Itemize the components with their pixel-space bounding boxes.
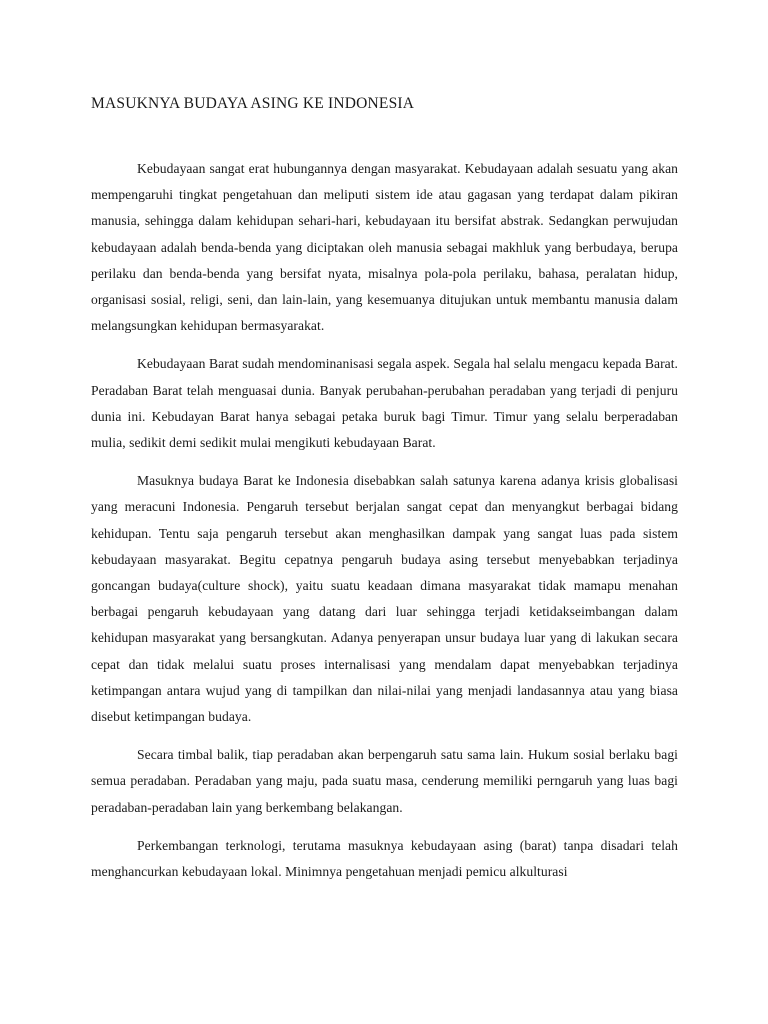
paragraph-perkembangan-teknologi: Perkembangan terknologi, terutama masuknya kebudayaan asing (barat) tanpa disadari telah menghancurkan kebudayaan lokal. Minimnya pengetahuan menjadi pemicu alkulturasi: [91, 837, 678, 880]
paragraph-kebudayaan: Kebudayaan sangat erat hubungannya dengan masyarakat. Kebudayaan adalah sesuatu yang akan mempengaruhi tingkat pengetahuan dan meliputi sistem ide atau gagasan yang terdapat dalam pikiran manusia, sehingga dalam kehidupan sehari-hari, kebudayaan itu bersifat abstrak. Sedangkan perwujudan kebudayaan adalah benda-benda yang diciptakan oleh manusia sebagai makhluk yang berbudaya, berupa perilaku dan benda-benda yang bersifat nyata, misalnya pola-pola perilaku, bahasa, peralatan hidup, organisasi sosial, religi, seni, dan lain-lain, yang kesemuanya ditujukan untuk membantu manusia dalam melangsungkan kehidupan bermasyarakat.: [91, 161, 678, 334]
paragraph-timbal-balik: Secara timbal balik, tiap peradaban akan berpengaruh satu sama lain. Hukum sosial berlaku bagi semua peradaban. Peradaban yang maju, pada suatu masa, cenderung memiliki perngaruh yang luas bagi peradaban-peradaban lain yang berkembang belakangan.: [91, 747, 678, 815]
paragraph-kebudayaan-barat: Kebudayaan Barat sudah mendominanisasi segala aspek. Segala hal selalu mengacu kepada Barat. Peradaban Barat telah menguasai dunia. Banyak perubahan-perubahan peradaban yang terjadi di penjuru dunia ini. Kebudayan Barat hanya sebagai petaka buruk bagi Timur. Timur yang selalu berperadaban mulia, sedikit demi sedikit mulai mengikuti kebudayaan Barat.: [91, 356, 678, 451]
document-title: MASUKNYA BUDAYA ASING KE INDONESIA: [91, 95, 415, 112]
paragraph-masuknya-budaya-barat: Masuknya budaya Barat ke Indonesia disebabkan salah satunya karena adanya krisis globalisasi yang meracuni Indonesia. Pengaruh tersebut berjalan sangat cepat dan menyangkut berbagai bidang kehidupan. Tentu saja pengaruh tersebut akan menghasilkan dampak yang sangat luas pada sistem kebudayaan masyarakat. Begitu cepatnya pengaruh budaya asing tersebut menyebabkan terjadinya goncangan budaya(culture shock), yaitu suatu keadaan dimana masyarakat tidak mamapu menahan berbagai pengaruh kebudayaan yang datang dari luar sehingga terjadi ketidakseimbangan dalam kehidupan masyarakat yang bersangkutan. Adanya penyerapan unsur budaya luar yang di lakukan secara cepat dan tidak melalui suatu proses internalisasi yang mendalam dapat menyebabkan terjadinya ketimpangan antara wujud yang di tampilkan dan nilai-nilai yang menjadi landasannya atau yang biasa disebut ketimpangan budaya.: [91, 473, 678, 725]
